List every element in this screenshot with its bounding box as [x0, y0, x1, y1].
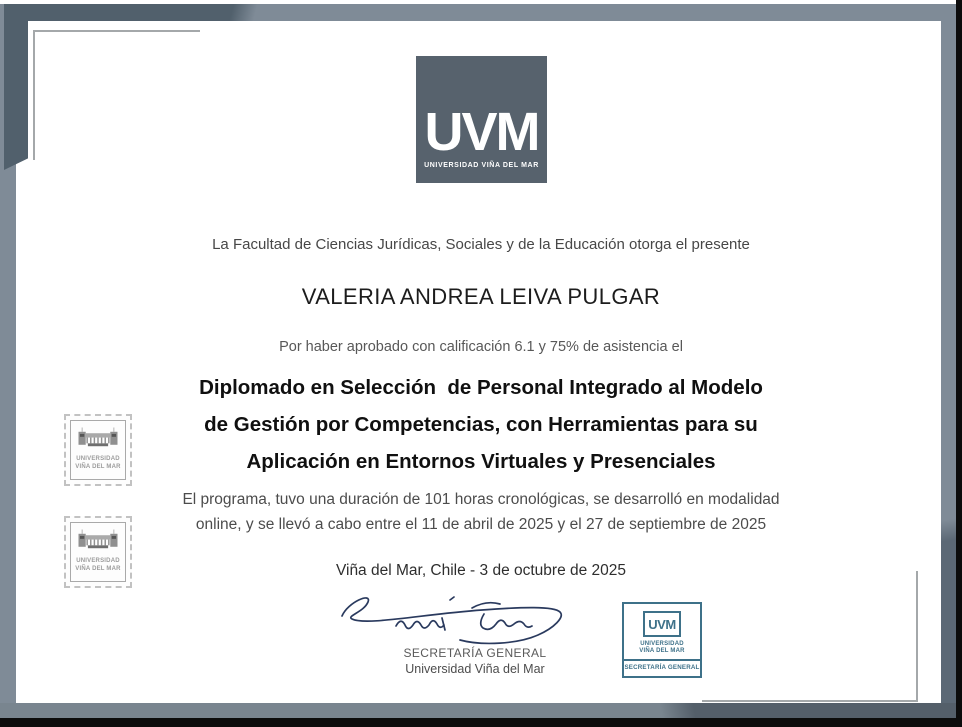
issuer-line: La Facultad de Ciencias Jurídicas, Sociales y de la Educación otorga el presente [212, 236, 750, 253]
university-building-icon [76, 426, 120, 452]
signature-block [332, 588, 618, 678]
edge-black-right [956, 0, 962, 727]
uvm-logo-institution: UNIVERSIDAD VIÑA DEL MAR [424, 162, 539, 169]
inner-border-bottom-line [702, 700, 918, 702]
uvm-logo [416, 56, 547, 183]
seal-office-label: SECRETARÍA GENERAL [624, 663, 700, 671]
stamp-text-line-1: UNIVERSIDAD [76, 558, 120, 564]
stamp-text [75, 558, 120, 573]
signatory-title: SECRETARÍA GENERAL [403, 646, 547, 660]
seal-divider-line [624, 659, 700, 661]
signatory-organization: Universidad Viña del Mar [405, 662, 545, 676]
place-date-line: Viña del Mar, Chile - 3 de octubre de 2025 [335, 562, 627, 579]
seal-uvm-acronym: UVM [648, 616, 676, 632]
uvm-logo-acronym: UVM [424, 102, 539, 162]
edge-black-bottom [0, 718, 962, 727]
recipient-name: VALERIA ANDREA LEIVA PULGAR [301, 284, 661, 309]
stamp-text-line-1: UNIVERSIDAD [76, 456, 120, 462]
university-stamp-2 [64, 516, 132, 588]
seal-institution [639, 641, 684, 655]
inner-border-left-line [33, 30, 35, 160]
inner-border-top-line [33, 30, 200, 32]
seal-institution-line-2: VIÑA DEL MAR [639, 648, 685, 654]
frame-band-top [4, 4, 957, 21]
program-details [0, 487, 962, 537]
seal-uvm-box [643, 611, 681, 637]
stamp-text [75, 456, 120, 471]
seal-institution-line-1: UNIVERSIDAD [640, 641, 684, 647]
frame-band-bottom [0, 703, 957, 719]
program-title [0, 369, 962, 480]
inner-border-right-line [916, 571, 918, 702]
frame-band-right [941, 4, 957, 719]
program-details-line-1: El programa, tuvo una duración de 101 horas cronológicas, se desarrolló en modalidad [182, 491, 780, 508]
frame-corner-dark [4, 4, 28, 170]
grade-line: Por haber aprobado con calificación 6.1 y 75% de asistencia el [279, 339, 683, 355]
stamp-inner-frame [70, 522, 126, 582]
handwritten-signature-icon [332, 588, 572, 652]
secretaria-general-seal [622, 602, 702, 678]
stamp-inner-frame [70, 420, 126, 480]
stamp-text-line-2: VIÑA DEL MAR [75, 463, 121, 470]
stamp-text-line-2: VIÑA DEL MAR [75, 565, 121, 572]
program-details-line-2: online, y se llevó a cabo entre el 11 de abril de 2025 y el 27 de septiembre de 2025 [195, 516, 767, 533]
program-title-line-3: Aplicación en Entornos Virtuales y Presenciales [246, 450, 716, 473]
university-building-icon [76, 528, 120, 554]
program-title-line-1: Diplomado en Selección de Personal Integrado al Modelo [199, 376, 763, 399]
program-title-line-2: de Gestión por Competencias, con Herramientas para su [204, 413, 758, 436]
university-stamp-1 [64, 414, 132, 486]
